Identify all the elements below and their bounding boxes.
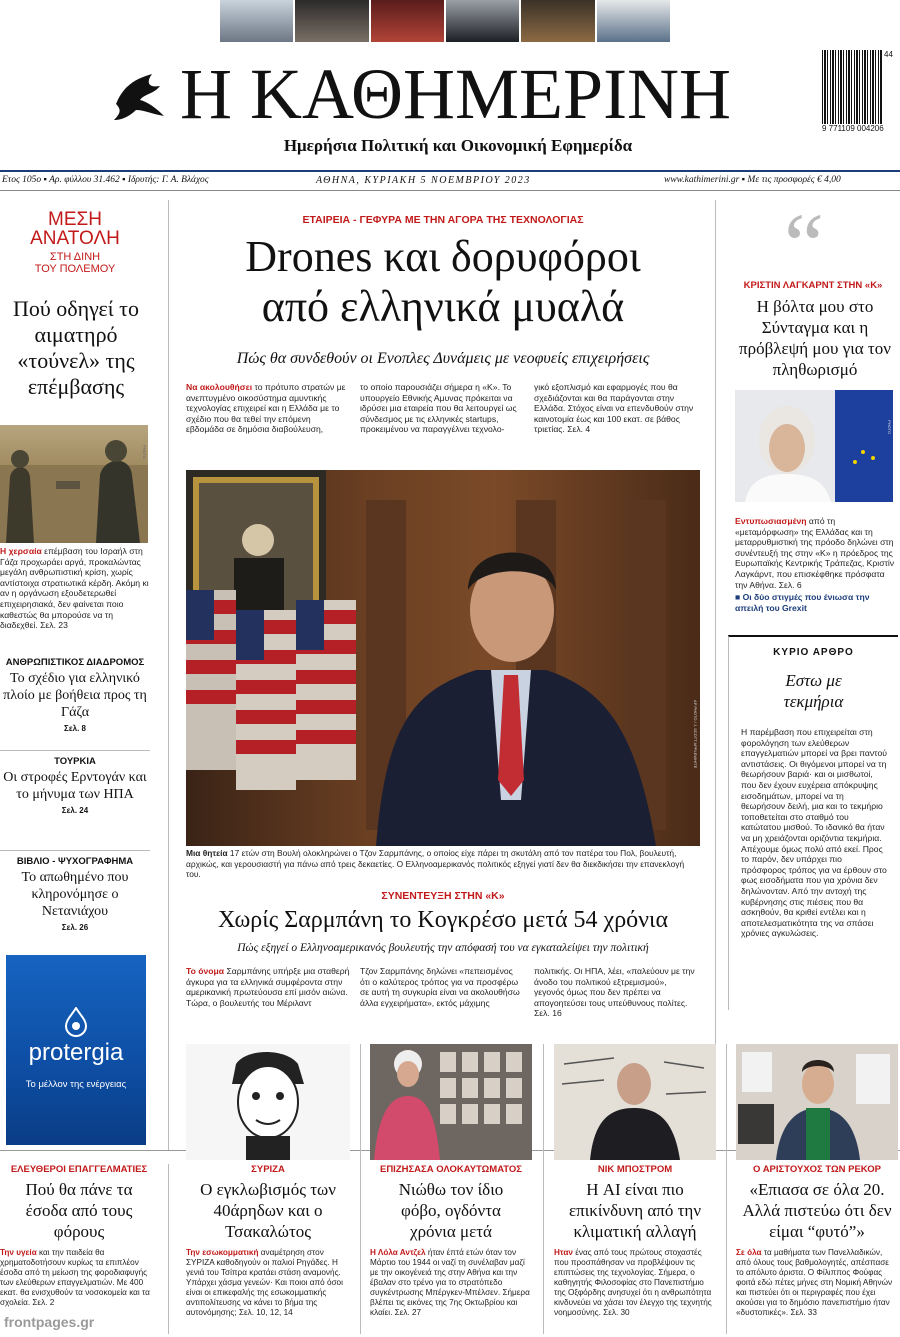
editorial-label: ΚΥΡΙΟ ΑΡΘΡΟ (773, 647, 854, 658)
bottom-story-5[interactable]: Ο ΑΡΙΣΤΟΥΧΟΣ ΤΩΝ ΡΕΚΟΡ «Επιασα σε όλα 20. Αλλά πιστεύω ότι δεν είμαι “φυτό”» Σε όλα τα μαθήματα των Πανελλαδικών, από όλους τους βαθμολογητές, απέσπασε το απόλυτο άριστα. Ο Φίλιππος Φούφας φοιτά εδώ πέτες μήνες στη Νομική Αθηνών και πιστεύει ότι οι περιγραφές που έχει ακούσει για το δημόσιο πανεπιστήμιο ήταν «δυστοπικές». Σελ. 33 (736, 1164, 893, 1317)
editorial-box (728, 635, 898, 1010)
protergia-logo-icon (63, 1007, 89, 1037)
cartoon-illustration (186, 1044, 350, 1160)
editorial-title: Εστω με τεκμήρια (783, 671, 844, 711)
right-kicker: ΚΡΙΣΤΙΝ ΛΑΓΚΑΡΝΤ ΣΤΗΝ «Κ» (743, 280, 883, 291)
section-kicker: ΜΕΣΗ ΑΝΑΤΟΛΗ (30, 209, 120, 249)
photo-caption: Μια θητεία 17 ετών στη Βουλή ολοκληρώνει ο Τζον Σαρμπάνης, ο οποίος είχε πάρει τη σκυτάλη από τον πατέρα του Πολ, βουλευτή, αρχικώς, και γερουσιαστή για πάνω από τρεις δεκαετίες. Ο Ελληνοαμερικανός πολιτικός εξηγεί γιατί δεν θα διεκδικήσει την επανεκλογή του. (186, 848, 685, 880)
right-lead: Εντυπωσιασμένη από τη «μεταμόρφωση» της Ελλάδας και τη μεταρρυθμιστική της πρόοδο δηλώνει στη συνέντευξή της στην «Κ» η πρόεδρος της Ευρωπαϊκής Κεντρικής Τράπεζας, Κριστίν Λαγκάρντ, που επισκέφθηκε πρόσφατα την Αθήνα. Σελ. 6 (735, 516, 895, 590)
section-sub: ΣΤΗ ΔΙΝΗ ΤΟΥ ΠΟΛΕΜΟΥ (34, 251, 116, 275)
protergia-slogan: Το μέλλον της ενέργειας (25, 1079, 127, 1090)
lagarde-photo: PHOTO (735, 390, 893, 502)
bottom-story-1[interactable]: ΕΛΕΥΘΕΡΟΙ ΕΠΑΓΓΕΛΜΑΤΙΕΣ Πού θα πάνε τα έσοδα από τους φόρους Την υγεία και την παιδεία θα χρηματοδοτήσουν κυρίως τα επιπλέον έσοδα από τη μείωση της φοροδιαφυγής των ελεύθερων επαγγελματιών. Με 400 εκατ. θα ενισχυθούν τα νοσοκομεία και τα σχολεία. Σελ. 2 (0, 1164, 150, 1307)
left-lead: Η χερσαία επέμβαση του Ισραήλ στη Γάζα προχωράει αργά, προκαλώντας μεγάλη ανθρωπιστική κρίση, χωρίς αντίστοιχα στρατιωτικά κέρδη. Ακόμη κι αν η οργάνωση εξουδετερωθεί επιχειρησιακά, δεν φαίνεται ποιο καθεστώς θα μπορούσε να τη διαδεχθεί. Σελ. 23 (0, 546, 149, 631)
soldiers-photo: PHOTO (0, 425, 148, 543)
interview-col-3: πολιτικής. Οι ΗΠΑ, λέει, «παλεύουν με την άνοδο του πολιτικού εξτρεμισμού», γεγονός όμως που δεν πρέπει να απογοητεύσει τους υπεύθυνους πολίτες. Σελ. 16 (534, 966, 695, 1019)
flag-stripes (186, 590, 356, 790)
right-bullet: ■ Οι δύο στιγμές που ένιωσα την απειλή του Grexit (735, 592, 870, 613)
dateline-rule-top (0, 170, 900, 172)
column-rule (543, 1044, 544, 1334)
photo-credit: AP PHOTO / J. SCOTT APPLEWHITE (693, 700, 698, 769)
watermark: frontpages.gr (4, 1314, 95, 1330)
right-headline: Η βόλτα μου στο Σύνταγμα και η πρόβλεψή μου για τον πληθωρισμό (739, 297, 891, 379)
interview-col-2: Τζον Σαρμπάνης δηλώνει «πεπεισμένος ότι ο καλύτερος τρόπος για να προσφέρω σε αυτή τη συγκυρία είναι να ακολουθήσω άλλα εγχειρήματα», εκτός μάχιμης (360, 966, 520, 1008)
bottom-story-4[interactable]: ΝΙΚ ΜΠΟΣΤΡΟΜ Η AI είναι πιο επικίνδυνη από την κλιματική αλλαγή Ηταν ένας από τους πρώτους στοχαστές που προσπάθησαν να προβλέψουν τις επιπτώσεις της τεχνολογίας. Σήμερα, ο καθηγητής Φιλοσοφίας στο Πανεπιστήμιο της Οξφόρδης ανησυχεί ότι η ανθρωπότητα κινδυνεύει να χάσει τον έλεγχο της τεχνητής νοημοσύνης. Σελ. 30 (554, 1164, 712, 1317)
lead-deck: Πώς θα συνδεθούν οι Ενοπλες Δυνάμεις με νεοφυείς επιχειρήσεις (236, 350, 650, 367)
lead-headline: Drones και δορυφόροι από ελληνικά μυαλά (245, 232, 641, 331)
quote-mark-icon: “ (784, 196, 824, 295)
column-rule (726, 1044, 727, 1334)
left-headline: Πού οδηγεί το αιματηρό «τούνελ» της επέμβασης (13, 296, 139, 399)
barcode (822, 50, 894, 142)
left-brief-1: ΑΝΘΡΩΠΙΣΤΙΚΟΣ ΔΙΑΔΡΟΜΟΣ Το σχέδιο για ελληνικό πλοίο με βοήθεια προς τη Γάζα Σελ. 8 (3, 657, 147, 733)
lead-col-2: το οποίο παρουσιάζει σήμερα η «Κ». Το υπουργείο Εθνικής Αμυνας πρόκειται να ιδρύσει μια εταιρεία που θα λειτουργεί ως σύνδεσμος με τις ελληνικές startups, προκειμένου να παραγγέλνει τεχνολο- (360, 382, 517, 435)
column-rule (715, 200, 716, 1150)
teaser-photo (220, 0, 293, 42)
issue-info: Ετος 105ο ▪ Αρ. φύλλου 31.462 ▪ Ιδρυτής: Γ. Α. Βλάχος (2, 175, 209, 185)
editorial-text: Η παρέμβαση που επιχειρείται στη φορολόγηση των ελεύθερων επαγγελματιών μπορεί να βρει παντού αντιστάσεις. Οι θιγόμενοι μπορεί να τη θεωρήσουν βαριά· και οι μισθωτοί, που δεν έχουν ευχέρεια απόκρυψης εισοδημάτων, μπορεί να τη θεωρήσουν δειλή, μια και το τεκμήριο τοποθετείται στο σταθμό του κατώτατου μισθού. Το ιδανικό θα ήταν να μη χρειάζονται οριζόντια τεκμήρια. Απέχουμε όμως πολύ από εκεί. Προς το παρόν, δεν υπάρχει πιο πρόσφορος τρόπος για να έρθουν στο φως εισοδήματα που για χρόνια δεν δηλώνονταν. Από την αντοχή της κυβέρνησης στις πιέσεις που θα ασκηθούν, θα κριθεί εντέλει και η αποτελεσματικότητα της να σπάσει χρόνιες αγκυλώσεις. (741, 727, 887, 939)
left-brief-2: ΤΟΥΡΚΙΑ Οι στροφές Ερντογάν και το μήνυμα των ΗΠΑ Σελ. 24 (3, 756, 147, 815)
interview-kicker: ΣΥΝΕΝΤΕΥΞΗ ΣΤΗΝ «Κ» (381, 890, 505, 902)
top-teaser-strip (220, 0, 670, 42)
masthead-subtitle: Ημερήσια Πολιτική και Οικονομική Εφημερίδα (283, 136, 633, 155)
site-price: www.kathimerini.gr ▪ Με τις προσφορές € 4,00 (664, 175, 841, 185)
column-rule (360, 1044, 361, 1334)
lead-col-1: Να ακολουθήσει το πρότυπο στρατών με ανεπτυγμένο οικοσύστημα αμυντικής τεχνολογίας επιχειρεί και η Ελλάδα με το σχέδιο που θα τεθεί την επόμενη εβδομάδα σε δημόσια διαβούλευση, (186, 382, 346, 435)
left-brief-3: ΒΙΒΛΙΟ - ΨΥΧΟΓΡΑΦΗΜΑ Το απωθημένο που κληρονόμησε ο Νετανιάχου Σελ. 26 (16, 856, 134, 932)
interview-deck: Πώς εξηγεί ο Ελληνοαμερικανός βουλευτής την απόφασή του να εγκαταλείψει την πολιτική (237, 942, 649, 954)
barcode-issue: 44 (884, 50, 893, 59)
survivor-photo (370, 1044, 532, 1160)
column-rule (168, 1164, 169, 1334)
teaser-photo (371, 0, 444, 42)
masthead-logo-icon (108, 64, 172, 126)
bostrom-photo (554, 1044, 716, 1160)
teaser-photo (446, 0, 519, 42)
teaser-photo (521, 0, 594, 42)
barcode-number: 9 771109 004206 (822, 124, 884, 133)
issue-date: ΑΘΗΝΑ, ΚΥΡΙΑΚΗ 5 ΝΟΕΜΒΡΙΟΥ 2023 (316, 175, 531, 186)
brief-rule (0, 850, 150, 851)
lead-col-3: γικό εξοπλισμό και εφαρμογές που θα σχεδιάζονται και θα παράγονται στην Ελλάδα. Στόχος είναι να επενδυθούν στην καινοτομία έως και 100 εκατ. σε βάθος τριετίας. Σελ. 4 (534, 382, 694, 435)
interview-headline: Χωρίς Σαρμπάνη το Κογκρέσο μετά 54 χρόνια (217, 907, 669, 933)
student-photo (736, 1044, 898, 1160)
masthead-title: Η ΚΑΘΗΜΕΡΙΝΗ (180, 54, 732, 134)
interview-col-1: Το όνομα Σαρμπάνης υπήρξε μια σταθερή άγκυρα για τα ελληνικά συμφέροντα στην αμερικανική πρωτεύουσα επί μισόν αιώνα. Τώρα, ο βουλευτής του Μέριλαντ (186, 966, 350, 1008)
protergia-ad[interactable] (6, 955, 146, 1145)
teaser-photo (597, 0, 670, 42)
bottom-story-2[interactable]: ΣΥΡΙΖΑ Ο εγκλωβισμός των 40άρηδων και ο Τσακαλώτος Την εσωκομματική αναμέτρηση στον ΣΥΡΙΖΑ καθοδηγούν οι παλιοί Ρηγάδες. Η γενιά του Τσίπρα κρατάει στάση αναμονής. Υπάρχει χάσμα γενεών· Και ποιοι από όσοι είναι οι επικεφαλής της εσωκομματικής αντιπολίτευσης να κάνει το βήμα της αυτονόμησης; Σελ. 10, 12, 14 (186, 1164, 343, 1317)
dateline-rule-bottom (0, 190, 900, 191)
column-rule (168, 200, 169, 1150)
sarbanes-photo (186, 470, 700, 846)
bottom-story-3[interactable]: ΕΠΙΖΗΣΑΣΑ ΟΛΟΚΑΥΤΩΜΑΤΟΣ Νιώθω τον ίδιο φόβο, ογδόντα χρόνια μετά Η Λόλα Αντζελ ήταν έπτά ετών όταν τον Μάρτιο του 1944 οι ναζί τη συνέλαβαν μαζί με την οικογένειά της στην Αθήνα και την έβαλαν στο τρένο για το στρατόπεδο συγκέντρωσης Μπέργκεν-Μπέλσεν. Σήμερα βλέπει τις εικόνες της 7ης Οκτωβρίου και κλαίει. Σελ. 27 (370, 1164, 530, 1317)
lead-kicker: ΕΤΑΙΡΕΙΑ - ΓΕΦΥΡΑ ΜΕ ΤΗΝ ΑΓΟΡΑ ΤΗΣ ΤΕΧΝΟΛΟΓΙΑΣ (302, 214, 584, 226)
protergia-brand: protergia (28, 1039, 124, 1066)
brief-rule (0, 750, 150, 751)
teaser-photo (295, 0, 368, 42)
